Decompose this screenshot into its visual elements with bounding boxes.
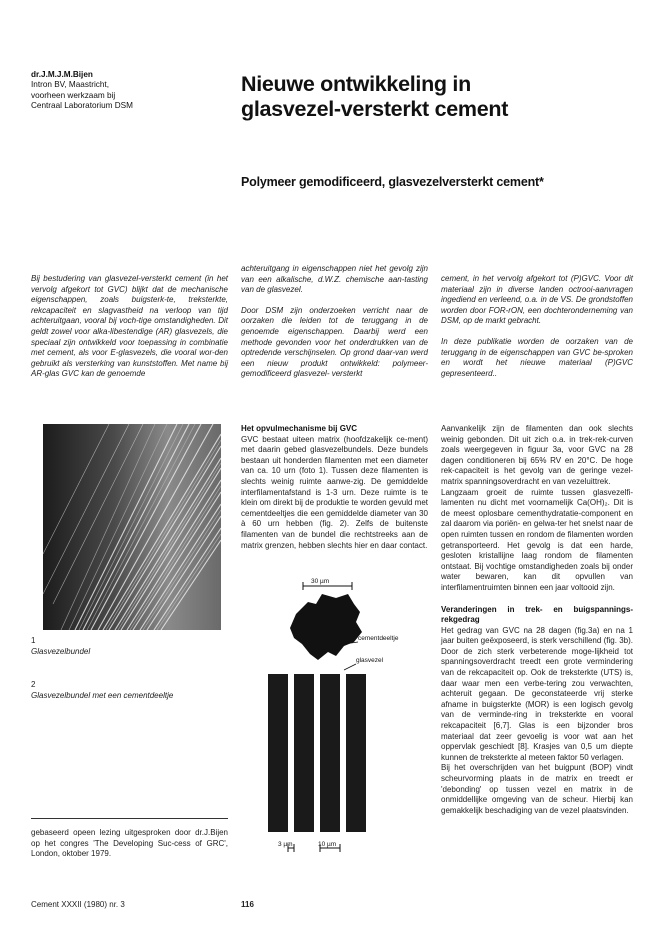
label-3um: 3 µm	[278, 841, 293, 848]
fiber-3	[320, 674, 340, 832]
label-10um: 10 µm	[318, 841, 337, 848]
column-3-body	[441, 424, 633, 816]
footnote-text: gebaseerd opeen lezing uitgesproken door dr.J.Bijen op het congres 'The Developing Suc-cess of GRC', London, oktober 1979.	[31, 828, 228, 859]
author-affiliation-2: voorheen werkzaam bij	[31, 90, 116, 100]
title-line-2: glasvezel-versterkt cement	[241, 97, 509, 121]
section-2-body-1: Het gedrag van GVC na 28 dagen (fig.3a) en na 1 jaar buiten geëxposeerd, is sterk verschillend (fig. 3b). Door de zich sterk verbeterende moge-lijkheid tot spanningsoverdracht treedt een grote vermindering van de rekcapaciteit op. Ook de treksterkte (UTS) is, daar waar men een verbe-tering zou verwachten, achteruit gegaan. De geconstateerde vrij sterke afname in buigsterkte (MOR) is een logisch gevolg van de verminde-ring in treksterkte en vooral rekcapaciteit [6,7]. Glas is een bijzonder bros materiaal dat zeer gevoelig is voor wat aan het oppervlak geschiedt [8]. Krasjes van 0,5 um diepte kunnen de treksterkte al meteen faktor 50 verlagen.	[441, 625, 633, 762]
column-3-paragraph-2: Langzaam groeit de ruimte tussen glasvezelfi-lamenten nu dicht met voornamelijk Ca(OH)₂. Dit is de meest oplosbare cementhydratatie-component en zal daarom via poriën- en gelwa-ter het snelst naar de open ruimten tussen en rondom de filamenten worden getransporteerd. Het gevolg is dat een harde, gesloten kristallijne laag rondom de filamenten ontstaat. Bij vochtige omstandigheden zoals bij onder water bewaren, kan dit opvullen van interfilamentruimten binnen een jaar voltooid zijn.	[441, 487, 633, 592]
intro-column-2-part-a: achteruitgang in eigenschappen niet het gevolg zijn van een alkalische, d.W.Z. chemische aan-tasting van de glasvezel.	[241, 264, 428, 295]
author-block	[31, 70, 201, 112]
column-3-paragraph-1: Aanvankelijk zijn de filamenten dan ook slechts weinig gebonden. Dit uit zich o.a. in trek-rek-curven zoals weergegeven in figuur 3a, voor GVC na 28 dagen conditioneren bij 65% RV en 20°C. De hoge rek-capaciteit is het gevolg van de geringe vezel-matrix spanningsoverdracht en van vezeluittrek.	[441, 424, 633, 486]
label-cementdeeltje: cementdeeltje	[358, 635, 399, 642]
author-affiliation-1: Intron BV, Maastricht,	[31, 80, 109, 90]
intro-column-1: Bij bestudering van glasvezel-versterkt cement (in het vervolg afgekort tot GVC) blijkt dat de mechanische eigenschappen, zoals buigsterk-te, treksterkte, rekcapaciteit en slagvastheid na verloop van tijd achteruitgaan, vooral bij voch-tige omstandigheden. Dit geldt zowel voor alka-libestendige (AR) glasvezels, die speciaal zijn ontwikkeld voor toepassing in combinatie met cement, als voor E-glasvezels, die vooral wor-den gebruikt als versterking van kunststoffen. Met name bij AR-glas GVC kan de genoemde	[31, 274, 228, 379]
article-subtitle: Polymeer gemodificeerd, glasvezelversterkt cement*	[241, 175, 544, 189]
caption-1-text: Glasvezelbundel	[31, 647, 91, 656]
caption-2-number: 2	[31, 680, 36, 689]
cement-particle-shape	[290, 594, 362, 660]
photo-glass-fiber-bundle	[43, 424, 221, 630]
caption-2-text: Glasvezelbundel met een cementdeeltje	[31, 691, 174, 700]
section-1-body: GVC bestaat uiteen matrix (hoofdzakelijk ce-ment) met daarin gebed glasvezelbundels. Deze bundels bestaan uit honderden filamenten met een diameter van ca. 10 urn (foto 1). Tussen deze filamenten is slechts weinig ruimte aanwe-zig. De gemiddelde interfilamentafstand is 1-3 urn. Deze ruimte is te klein om direkt bij de produktie te worden gevuld met cementdeeltjes die een gemiddelde diameter van 30 à 60 urn hebben (fig. 2). Zelfs de buitenste filamenten van de bundel die rechtstreeks aan de matrix grenzen, hebben slechts hier en daar contact.	[241, 434, 428, 550]
footnote-divider	[31, 818, 228, 819]
label-glasvezel: glasvezel	[356, 657, 384, 664]
fiber-bundle-image	[43, 424, 221, 630]
caption-1-number: 1	[31, 636, 36, 645]
section-1-heading: Het opvulmechanisme bij GVC	[241, 424, 358, 433]
intro-column-3-part-b: In deze publikatie worden de oorzaken van de teruggang in de eigenschappen van GVC be-sproken en wordt het nieuwe materiaal (P)GVC gepresenteerd..	[441, 336, 633, 378]
fiber-4	[346, 674, 366, 832]
author-affiliation-3: Centraal Laboratorium DSM	[31, 101, 133, 111]
intro-column-3-part-a: cement, in het vervolg afgekort tot (P)GVC. Voor dit materiaal zijn in diverse landen octrooi-aanvragen ingediend en verleend, o.a. in de VS. De grondstoffen worden door FOR-rON, een dochteronderneming van DSM, op de markt gebracht.	[441, 274, 633, 326]
article-title	[241, 72, 641, 122]
fiber-1	[268, 674, 288, 832]
section-2-heading: Veranderingen in trek- en buigspannings-rekgedrag	[441, 604, 633, 625]
title-line-1: Nieuwe ontwikkeling in	[241, 72, 471, 96]
page-number: 116	[241, 900, 254, 909]
author-name: dr.J.M.J.M.Bijen	[31, 70, 93, 79]
intro-column-3	[441, 274, 633, 379]
figure-2-svg	[256, 574, 418, 864]
journal-footer: Cement XXXII (1980) nr. 3	[31, 900, 125, 909]
intro-column-2	[241, 264, 428, 380]
label-30um: 30 µm	[311, 578, 330, 585]
fiber-2	[294, 674, 314, 832]
figure-2-diagram	[256, 574, 418, 864]
section-2-body-2: Bij het overschrijden van het buigpunt (BOP) vindt scheurvorming plaats in de matrix en treedt er 'debonding' op tussen vezel en matrix in de onmiddellijke omgeving van de scheur. Hierbij kan gemakkelijk beschadiging van de vezel plaatsvinden.	[441, 763, 633, 815]
intro-column-2-part-b: Door DSM zijn onderzoeken verricht naar de oorzaken die leiden tot de teruggang in de genoemde eigenschappen. Daarbij werd een methode gevonden voor het onderdrukken van de optredende verschijnselen. Op grond daar-van werd een nieuw produkt ontwikkeld: polymeer-gemodificeerd glasvezel- versterkt	[241, 305, 428, 379]
section-opvulmechanisme	[241, 424, 428, 551]
